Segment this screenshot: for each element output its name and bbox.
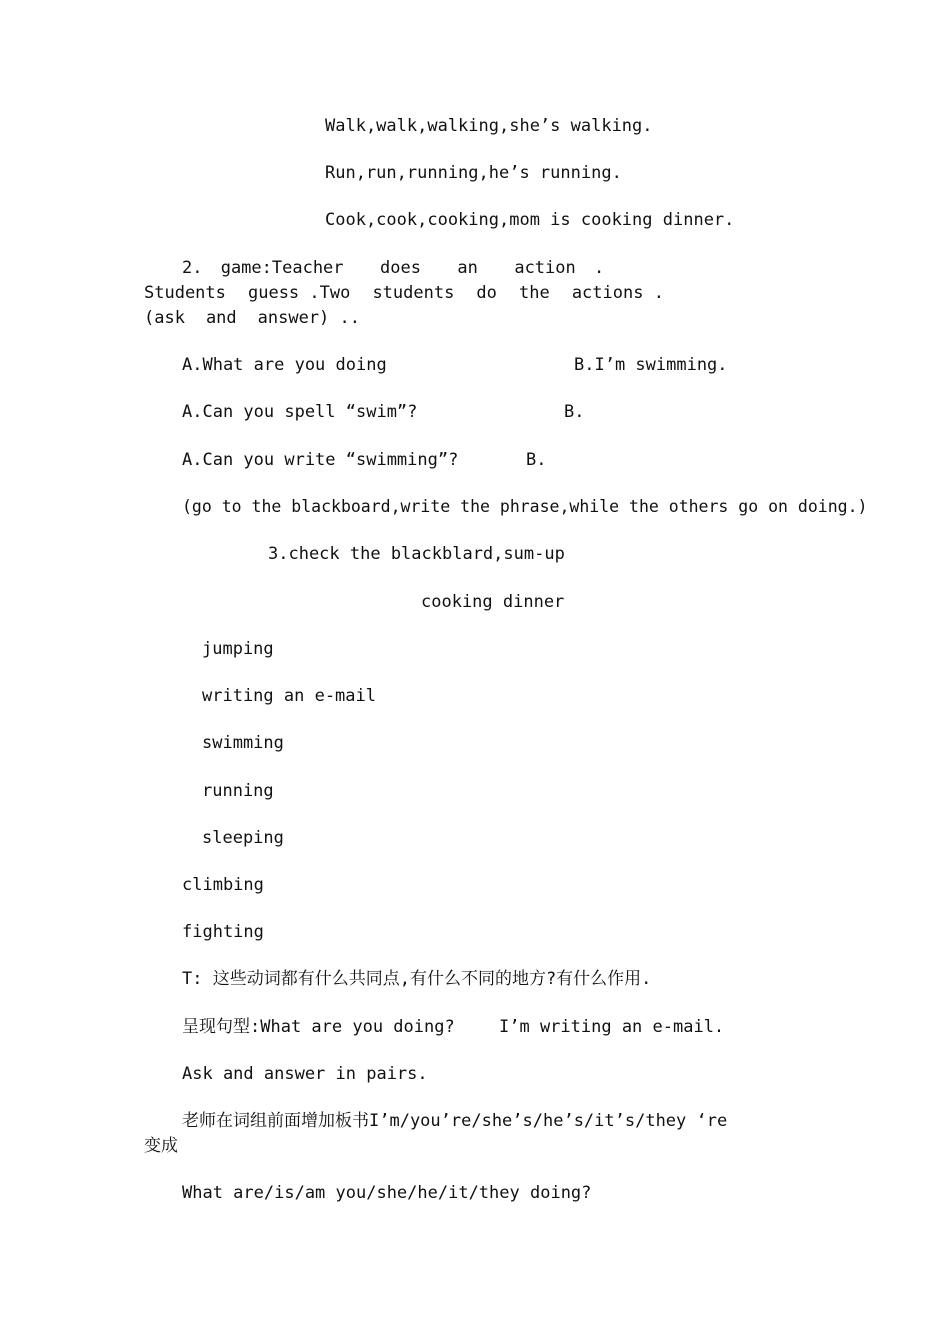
dialog-b-3: B. <box>526 450 547 470</box>
game-word: actions . <box>571 283 664 303</box>
game-word: (ask <box>144 308 185 328</box>
phrase-item: fighting <box>182 922 264 942</box>
chant-line-3: Cook,cook,cooking,mom is cooking dinner. <box>325 210 735 230</box>
check-line: 3.check the blackblard,sum-up <box>268 544 565 564</box>
phrase-item: swimming <box>202 733 284 753</box>
teacher-note-line-1: 老师在词组前面增加板书I’m/you’re/she’s/he’s/it’s/they ‘re <box>182 1111 728 1131</box>
final-question: What are/is/am you/she/he/it/they doing? <box>182 1183 592 1203</box>
game-word: students <box>372 283 455 303</box>
game-line-2 <box>144 281 664 305</box>
chant-line-2: Run,run,running,he’s running. <box>325 163 622 183</box>
phrase-top: cooking dinner <box>421 592 565 612</box>
teacher-note-line-2: 变成 <box>144 1136 178 1156</box>
game-word: Students <box>144 283 226 303</box>
dialog-b-1: B.I’m swimming. <box>574 355 728 375</box>
game-word: guess .Two <box>247 283 351 303</box>
pattern-label: 呈现句型:What are you doing? <box>182 1017 455 1037</box>
blackboard-note: (go to the blackboard,write the phrase,while the others go on doing.) <box>182 497 868 516</box>
teacher-question: T: 这些动词都有什么共同点,有什么不同的地方?有什么作用. <box>182 969 652 989</box>
dialog-a-1: A.What are you doing <box>182 355 387 375</box>
phrase-item: running <box>202 781 274 801</box>
phrase-item: jumping <box>202 639 274 659</box>
pairs-line: Ask and answer in pairs. <box>182 1064 428 1084</box>
chant-line-1: Walk,walk,walking,she’s walking. <box>325 116 653 136</box>
game-word: answer) .. <box>257 308 360 328</box>
game-word: and <box>205 308 237 328</box>
game-word: the <box>519 283 550 303</box>
game-line-3 <box>144 306 360 330</box>
game-line-1: 2. game:Teacher does an action . <box>182 258 605 278</box>
dialog-a-2: A.Can you spell “swim”? <box>182 402 418 422</box>
dialog-b-2: B. <box>564 402 585 422</box>
phrase-item: writing an e-mail <box>202 686 376 706</box>
game-word: do <box>476 283 497 303</box>
dialog-a-3: A.Can you write “swimming”? <box>182 450 459 470</box>
phrase-item: climbing <box>182 875 264 895</box>
phrase-item: sleeping <box>202 828 284 848</box>
pattern-answer: I’m writing an e-mail. <box>499 1017 725 1037</box>
